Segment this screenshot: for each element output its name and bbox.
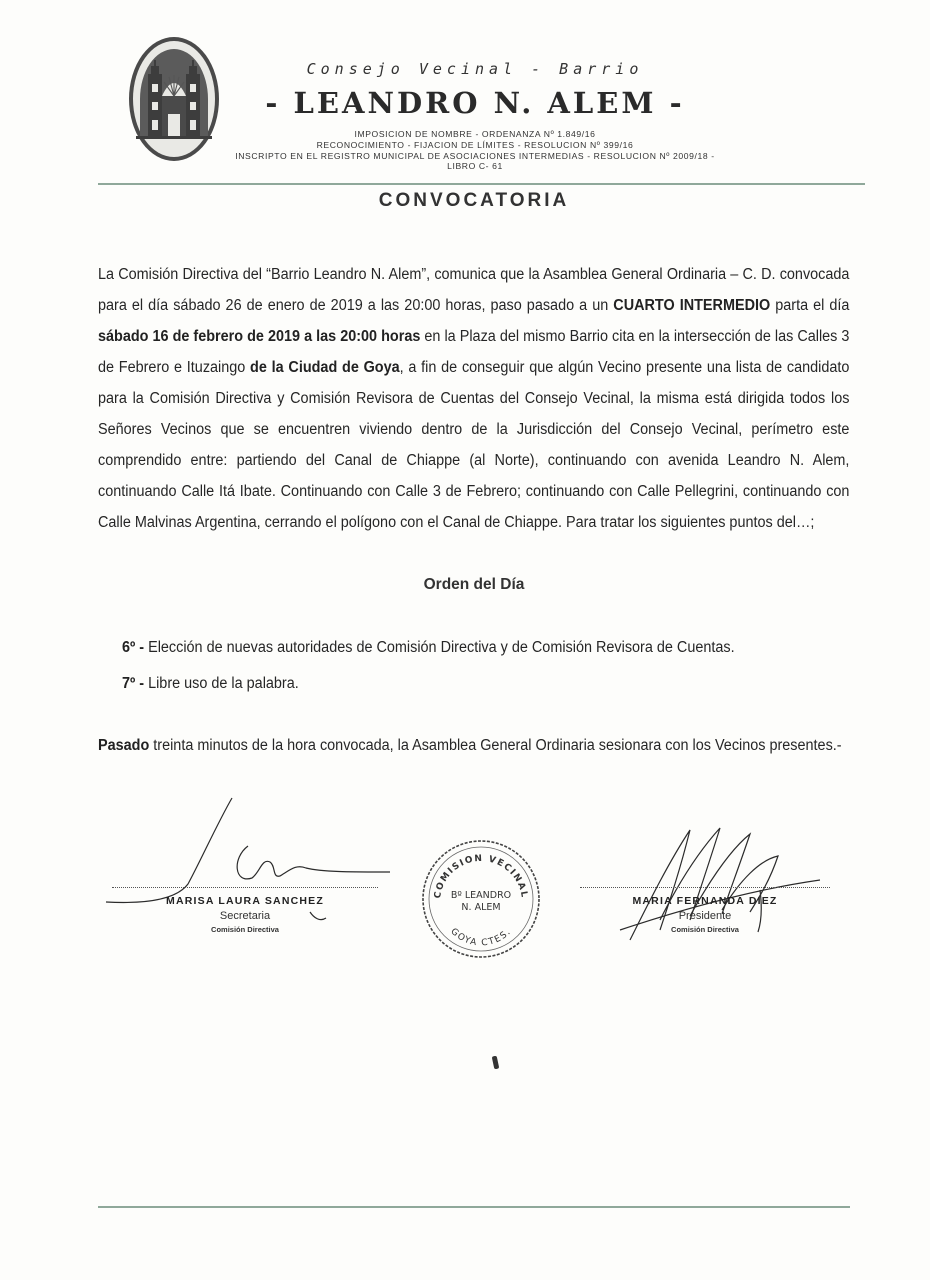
agenda-item-text: Elección de nuevas autoridades de Comisión Directiva y de Comisión Revisora de Cuentas. [144,639,735,656]
header-line-resolution: RECONOCIMIENTO - FIJACION DE LÍMITES - RESOLUCION Nº 399/16 [316,140,634,150]
header-title: - LEANDRO N. ALEM - [265,86,685,120]
church-logo-icon [128,36,220,162]
agenda-item [122,639,735,657]
stamp-neighborhood-text: Bº LEANDRO [450,890,512,901]
agenda-item-number: 7º - [122,675,145,692]
paragraph-text: La Comisión Directiva del “Barrio Leandro N. Alem”, comunica que la Asamblea General Ordinaria – C. D. convocada para el día sábado 26 de enero de 2019 a las 20:00 horas, paso pasado a un [98,266,850,314]
paragraph-bold: Pasado [98,737,150,754]
stamp-name-text: N. ALEM [461,902,501,913]
secretary-role: Secretaria [219,910,271,922]
convocation-paragraph [98,259,849,538]
closing-paragraph [98,730,849,761]
signature-line-president [580,887,830,888]
secretary-department: Comisión Directiva [211,925,279,934]
stamp-bottom-text: GOYA CTES. [448,926,514,949]
stamp-top-text: COMISION VECINAL [433,853,529,900]
header-subtitle: Consejo Vecinal - Barrio [306,60,644,78]
president-name: MARIA FERNANDA DIEZ [632,895,778,907]
ink-mark [492,1056,500,1070]
agenda-item [122,675,299,693]
paragraph-bold: sábado 16 de febrero de 2019 a las 20:00 horas [98,328,421,345]
council-stamp-seal [418,836,544,962]
header-line-registry: INSCRIPTO EN EL REGISTRO MUNICIPAL DE ASOCIACIONES INTERMEDIAS - RESOLUCION Nº 2009/18 - LIBRO C- 61 [235,151,715,171]
agenda-item-text: Libre uso de la palabra. [144,675,299,692]
paragraph-text: treinta minutos de la hora convocada, la Asamblea General Ordinaria sesionara con los Vecinos presentes.- [149,737,842,754]
paragraph-text: parta el día [770,297,850,314]
secretary-name: MARISA LAURA SANCHEZ [166,895,324,907]
header-line-ordinance: IMPOSICION DE NOMBRE - ORDENANZA Nº 1.849/16 [354,129,596,139]
agenda-item-number: 6º - [122,639,145,656]
footer-divider [98,1206,850,1208]
president-role: Presidente [678,910,732,922]
paragraph-bold: de la Ciudad de Goya [250,359,400,376]
document-heading: CONVOCATORIA [378,190,570,211]
paragraph-bold: CUARTO INTERMEDIO [613,297,771,314]
paragraph-text: , a fin de conseguir que algún Vecino presente una lista de candidato para la Comisión Directiva y Comisión Revisora de Cuentas del Consejo Vecinal, la misma está dirigida todos los Señores Vecinos que se encuentren viviendo dentro de la Jurisdicción del Consejo Vecinal, perímetro este comprendido entre: partiendo del Canal de Chiappe (al Norte), continuando con avenida Leandro N. Alem, continuando Calle Itá Ibate. Continuando con Calle 3 de Febrero; continuando con Calle Pellegrini, continuando con Calle Malvinas Argentina, cerrando el polígono con el Canal de Chiappe. Para tratar los siguientes puntos del…; [98,359,850,531]
paragraph-text: en la Plaza del mismo Barrio cita en la intersección de las Calles 3 de Febrero e Ituzaingo [98,328,850,376]
signature-line-secretary [112,887,378,888]
header-divider [98,183,865,185]
president-department: Comisión Directiva [671,925,739,934]
agenda-title: Orden del Día [423,576,525,593]
svg-text:GOYA CTES. [448,927,513,949]
